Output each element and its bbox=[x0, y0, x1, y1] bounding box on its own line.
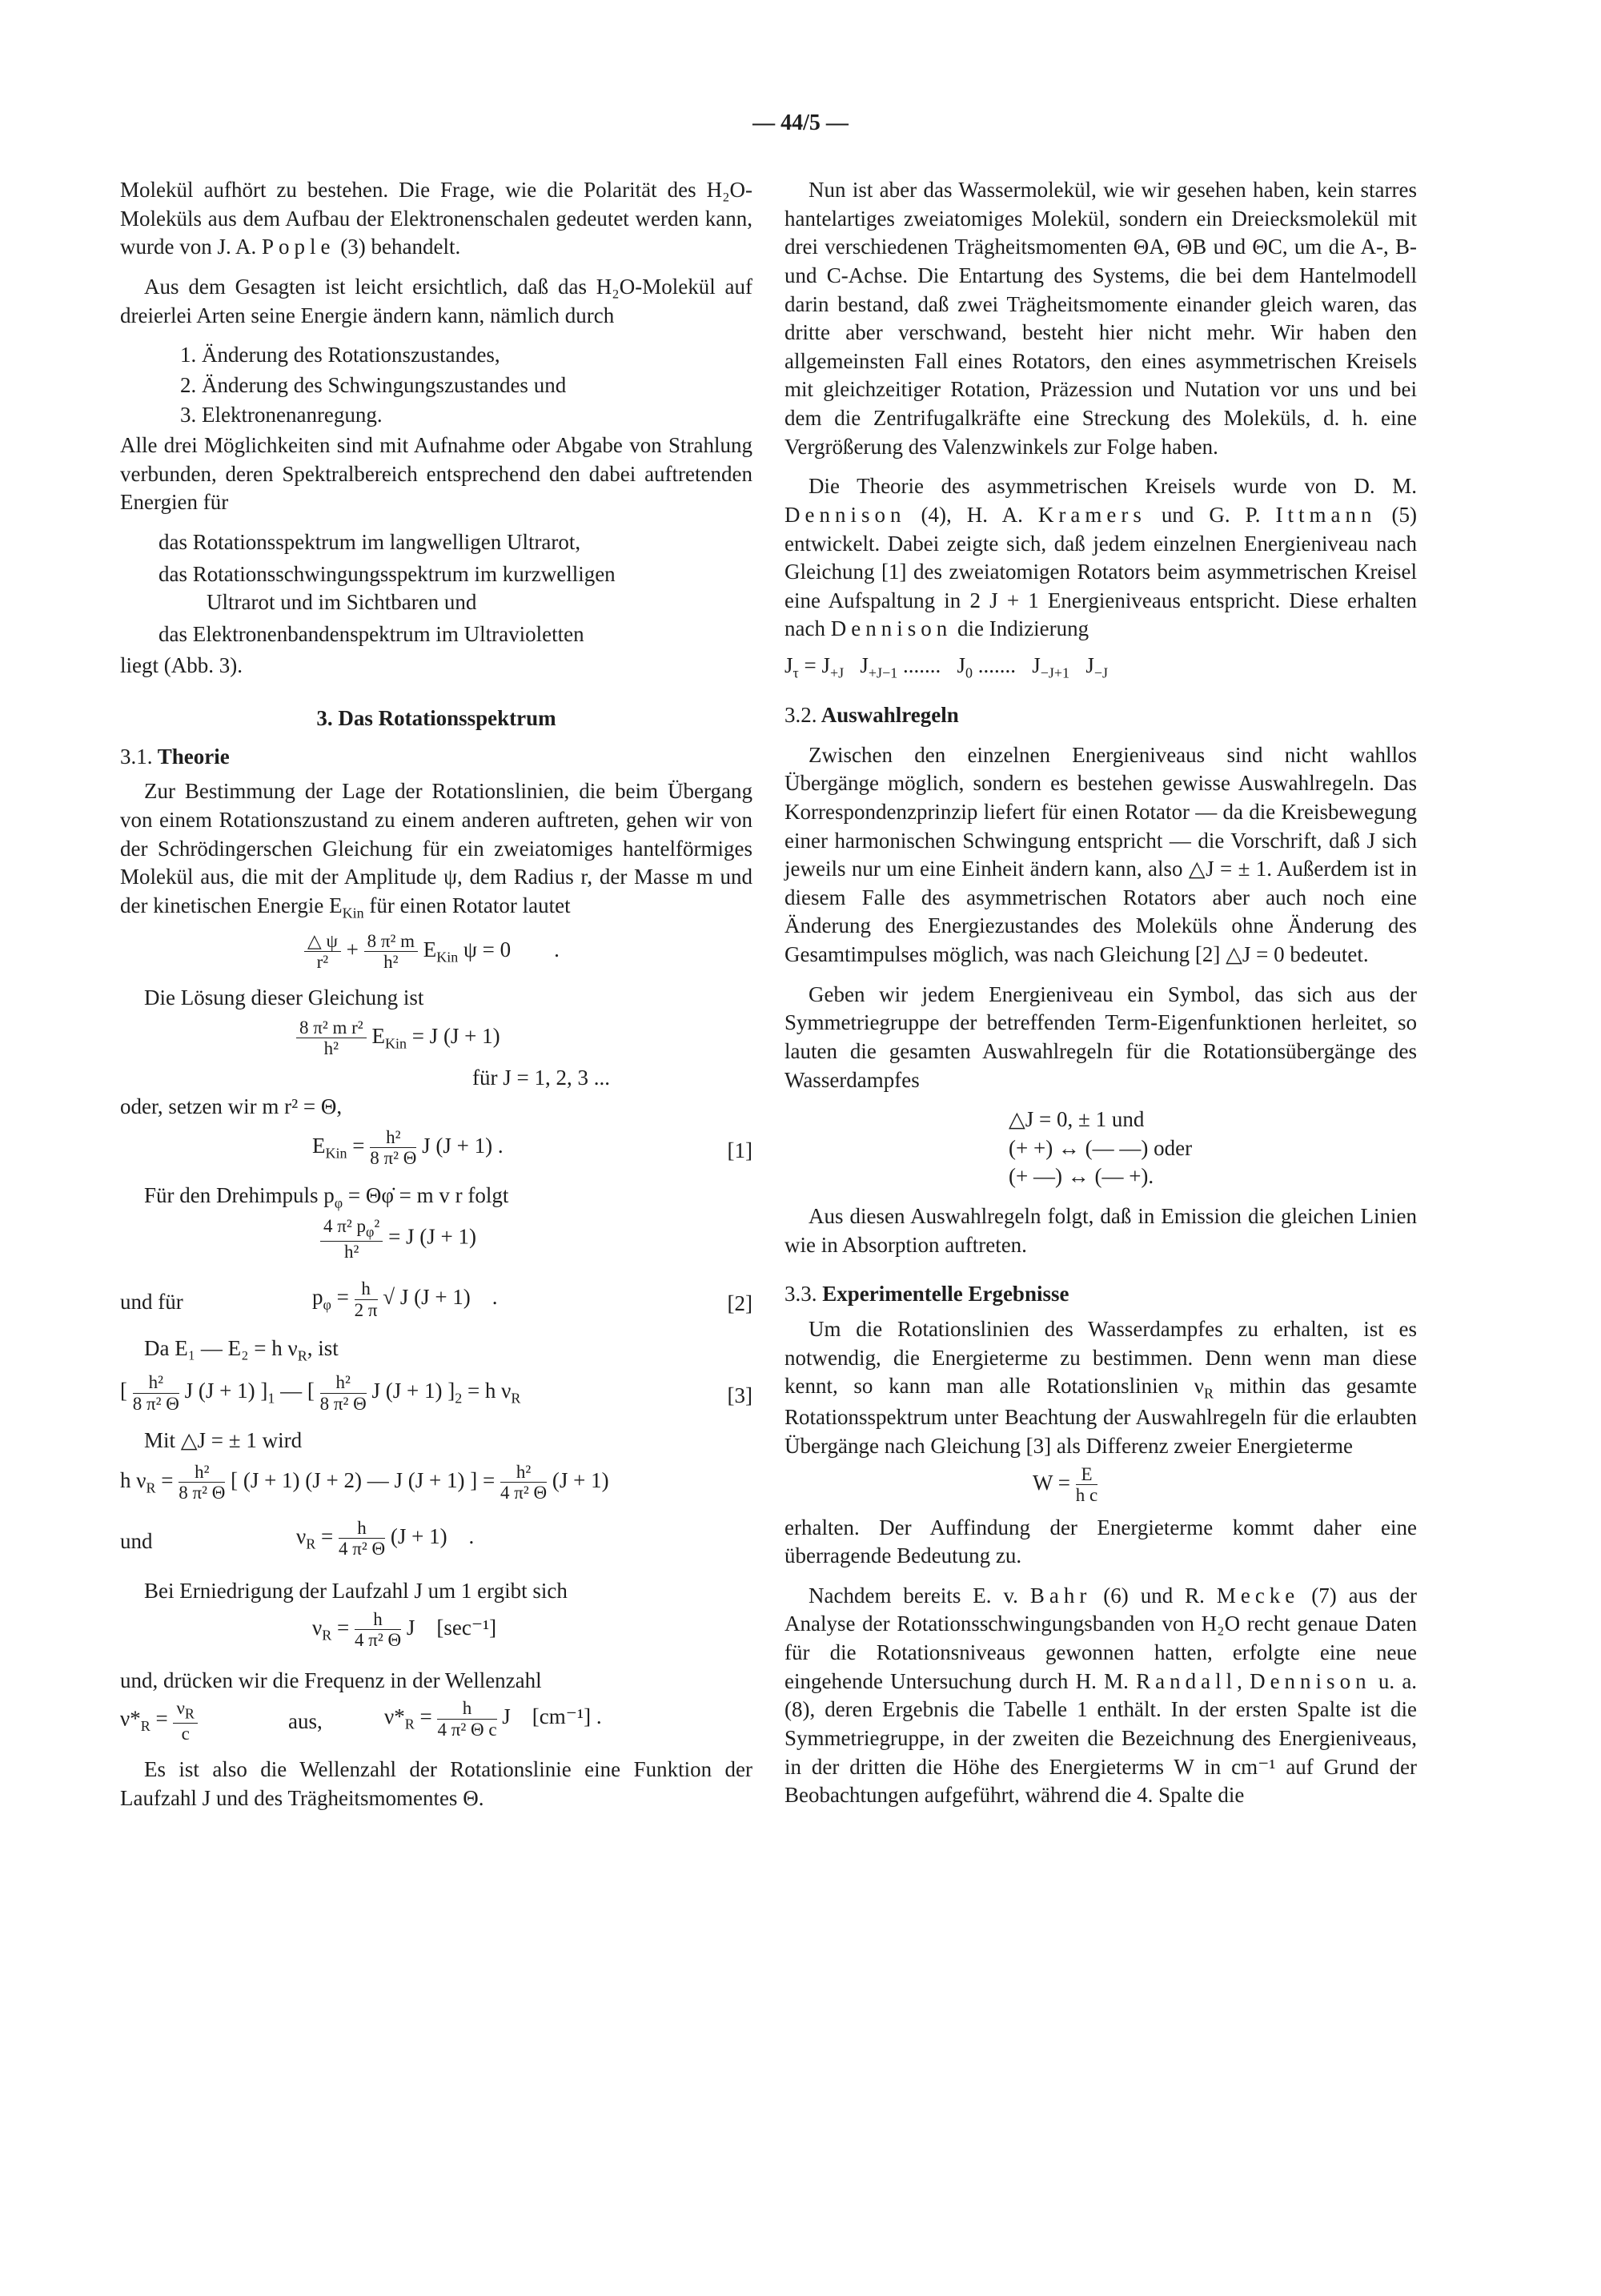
frequency-equation: h $\nu_R$ = $\frac{\text{h²}}{\text{8 π² Θ}}$ [ (J + 1) (J + 2) — J (J + 1) ] = $\frac{\text{h²}}{\text{4 π² Θ}}$ (J + 1) bbox=[120, 1462, 609, 1503]
angular-momentum-equation: $\frac{4 \pi^2 p_\varphi^2}{\text{h²}}$ = J (J + 1) bbox=[120, 1213, 752, 1274]
list-item: 2. Änderung des Schwingungszustandes und bbox=[180, 372, 567, 397]
subsection-heading: 3.2. Auswahlregeln bbox=[784, 703, 959, 727]
lowered-j-equation: $\nu_R$ = $\frac{h}{\text{4 π² Θ}}$ J [sec⁻¹] bbox=[312, 1608, 497, 1650]
paragraph: Bei Erniedrigung der Laufzahl J um 1 ergibt sich bbox=[144, 1579, 568, 1604]
paragraph: Die Lösung dieser Gleichung ist bbox=[144, 985, 424, 1010]
list-item: 1. Änderung des Rotationszustandes, bbox=[180, 343, 500, 367]
right-column bbox=[784, 176, 1417, 1810]
schroedinger-equation: $\frac{\triangle \psi}{\text{r²}}$ + $\frac{\text{8 π² m}}{\text{h²}}$ $E_{Kin}$ ψ = 0 . bbox=[120, 923, 752, 984]
paragraph: und, drücken wir die Frequenz in der Wellenzahl bbox=[120, 1668, 542, 1692]
energy-term-equation: W = $\frac{E}{\text{h c}}$ bbox=[1033, 1463, 1098, 1505]
paragraph: Da E₁ — E₂ = h $\nu_R$, ist bbox=[144, 1336, 339, 1364]
paragraph: Es ist also die Wellenzahl der Rotationslinie eine Funktion der Laufzahl J und des Trägheitsmomentes Θ. bbox=[120, 1757, 752, 1810]
paragraph: Nachdem bereits E. v. Bahr (6) und R. Mecke (7) aus der Analyse der Rotationsschwingungsbanden von H₂O recht genaue Daten für die Rotationsniveaus gewonnen hatten, erfolgte eine neue eingehende Untersuchung durch H. M. Randall, Dennison u. a. (8), deren Ergebnis die Tabelle 1 enthält. In der ersten Spalte ist die Symmetriegruppe, in der zweiten die Bezeichnung des Energieniveaus, in der dritten die Höhe des Energieterms W in cm⁻¹ auf Grund der Beobachtungen aufgeführt, während die 4. Spalte die bbox=[784, 1583, 1418, 1808]
paragraph: Geben wir jedem Energieniveau ein Symbol, das sich aus der Symmetriegruppe der betreffenden Term-Eigenfunktionen herleitet, so lauten die gesamten Auswahlregeln für die Rotationsübergänge des Wasserdampfes bbox=[784, 981, 1417, 1092]
selection-rules bbox=[784, 1106, 1417, 1191]
change-list bbox=[120, 341, 752, 430]
page-number: — 44/5 — bbox=[752, 110, 849, 135]
paragraph: oder, setzen wir m r² = Θ, bbox=[120, 1094, 343, 1118]
section-title: 3. Das Rotationsspektrum bbox=[316, 706, 556, 730]
equation-2: und für $p_\varphi$ = $\frac{h}{2 \pi}$ √ J (J + 1) . [2] bbox=[120, 1278, 752, 1320]
list-item: das Elektronenbandenspektrum im Ultravioletten bbox=[158, 621, 584, 646]
list-item: das Rotationsspektrum im langwelligen Ultrarot, bbox=[158, 529, 581, 554]
rule: (+ +) ↔ (— —) oder bbox=[1009, 1135, 1193, 1160]
indexing-equation: $J_\tau = J_{+J}$ $J_{+J-1}$ ....... $J_0$ ....... $J_{-J+1}$ $J_{-J}$ bbox=[784, 653, 1108, 681]
wavenumber-equation: $\nu*_R$ = $\frac{\nu_R}{c}$ aus, $\nu*_R$ = $\frac{h}{\text{4 π² Θ c}}$ J [cm⁻¹] . bbox=[120, 1698, 602, 1744]
paragraph: Die Theorie des asymmetrischen Kreisels wurde von D. M. Dennison (4), H. A. Kramers und G. P. Ittmann (5) entwickelt. Dabei zeigte sich, daß jedem einzelnen Energieniveau nach Gleichung [1] des zweiatomigen Rotators beim asymmetrischen Kreisel eine Aufspaltung in 2 J + 1 Energieniveaus entspricht. Diese erhalten nach Dennison die Indizierung bbox=[784, 474, 1417, 641]
paragraph: Für den Drehimpuls $p_\varphi$ = Θφ̇ = m v r folgt bbox=[144, 1183, 509, 1211]
list-item: das Rotationsschwingungsspektrum im kurzwelligen Ultrarot und im Sichtbaren und bbox=[158, 561, 616, 615]
paragraph: Nun ist aber das Wassermolekül, wie wir gesehen haben, kein starres hantelartiges zweiatomiges Molekül, sondern ein Dreiecksmolekül mit drei verschiedenen Trägheitsmomenten ΘA, ΘB und ΘC, um die A-, B- und C-Achse. Die Entartung des Systems, die bei dem Hantelmodell darin bestand, daß zwei Trägheitsmomente einander gleich waren, das dritte aber verschwand, besteht hier nicht mehr. Wir haben den allgemeinsten Fall eines Rotators, den eines asymmetrischen Kreisels mit gleichzeitiger Rotation, Präzession und Nutation vor uns und bei dem die Zentrifugalkräfte eine Streckung des Moleküls, d. h. eine Vergrößerung des Valenzwinkels zur Folge haben. bbox=[784, 178, 1417, 459]
subsection-heading: 3.3. Experimentelle Ergebnisse bbox=[784, 1282, 1069, 1307]
paragraph: Zwischen den einzelnen Energieniveaus sind nicht wahllos Übergänge möglich, sondern es bestehen gewisse Auswahlregeln. Das Korrespondenzprinzip liefert für einen Rotator — da die Kreisbewegung einer harmonischen Schwingung entspricht — die Vorschrift, daß J sich jeweils nur um eine Einheit ändern kann, also △J = ± 1. Außerdem ist in diesem Falle des asymmetrischen Rotators aber auch noch eine Änderung des Energiezustandes des Moleküls ohne Änderung des Gesamtimpulses möglich, was nach Gleichung [2] △J = 0 bedeutet. bbox=[784, 742, 1417, 966]
rule: △J = 0, ± 1 und bbox=[1009, 1107, 1145, 1132]
equation-1: $E_{Kin}$ = $\frac{\text{h²}}{\text{8 π² Θ}}$ J (J + 1) . [1] bbox=[312, 1127, 752, 1169]
nu-r-equation: und $\nu_R$ = $\frac{h}{\text{4 π² Θ}}$ (J + 1) . bbox=[120, 1518, 475, 1559]
paragraph: Um die Rotationslinien des Wasserdampfes zu erhalten, ist es notwendig, die Energieterme zu bestimmen. Denn wenn man diese kennt, so kann man alle Rotationslinien $\nu_R$ mithin das gesamte Rotationsspektrum unter Beachtung der Auswahlregeln für die erlaubten Übergänge nach Gleichung [3] als Differenz zweier Energieterme bbox=[784, 1316, 1417, 1458]
paragraph: liegt (Abb. 3). bbox=[120, 653, 243, 678]
subsection-heading: 3.1. Theorie bbox=[120, 744, 230, 769]
paragraph: Aus diesen Auswahlregeln folgt, daß in Emission die gleichen Linien wie in Absorption auftreten. bbox=[784, 1204, 1417, 1257]
equation-3: [ $\frac{\text{h²}}{\text{8 π² Θ}}$ J (J + 1) ]$_1$ — [ $\frac{\text{h²}}{\text{8 π² Θ}}$ J (J + 1) ]$_2 = h$ $\nu_R$ [3] bbox=[120, 1372, 752, 1414]
left-column bbox=[120, 176, 752, 1813]
paragraph: Zur Bestimmung der Lage der Rotationslinien, die beim Übergang von einem Rotationszustand zu einem anderen auftreten, gehen wir von der Schrödingerschen Gleichung für ein zweiatomiges hantelförmiges Molekül aus, die mit der Amplitude ψ, dem Radius r, der Masse m und der kinetischen Energie $E_{Kin}$ für einen Rotator lautet bbox=[120, 779, 752, 921]
list-item: 3. Elektronenanregung. bbox=[180, 403, 383, 427]
paragraph: erhalten. Der Auffindung der Energieterme kommt daher eine überragende Bedeutung zu. bbox=[784, 1515, 1417, 1568]
paragraph: Molekül aufhört zu bestehen. Die Frage, wie die Polarität des H₂O-Moleküls aus dem Aufbau der Elektronenschalen gedeutet werden kann, wurde von J. A. Pople (3) behandelt. bbox=[120, 178, 752, 259]
solution-equation: $\frac{\text{8 π² m r²}}{\text{h²}}$ $E_{Kin} = J$ (J + 1) für J = 1, 2, 3 ... bbox=[120, 1013, 752, 1093]
rule: (+ —) ↔ (— +). bbox=[1009, 1164, 1154, 1189]
paragraph: Aus dem Gesagten ist leicht ersichtlich, daß das H₂O-Molekül auf dreierlei Arten seine Energie ändern kann, nämlich durch bbox=[120, 274, 752, 327]
paragraph: Alle drei Möglichkeiten sind mit Aufnahme oder Abgabe von Strahlung verbunden, deren Spektralbereich entsprechend den dabei auftretenden Energien für bbox=[120, 433, 752, 515]
paragraph: Mit △J = ± 1 wird bbox=[144, 1428, 303, 1453]
spectrum-list bbox=[120, 528, 752, 649]
